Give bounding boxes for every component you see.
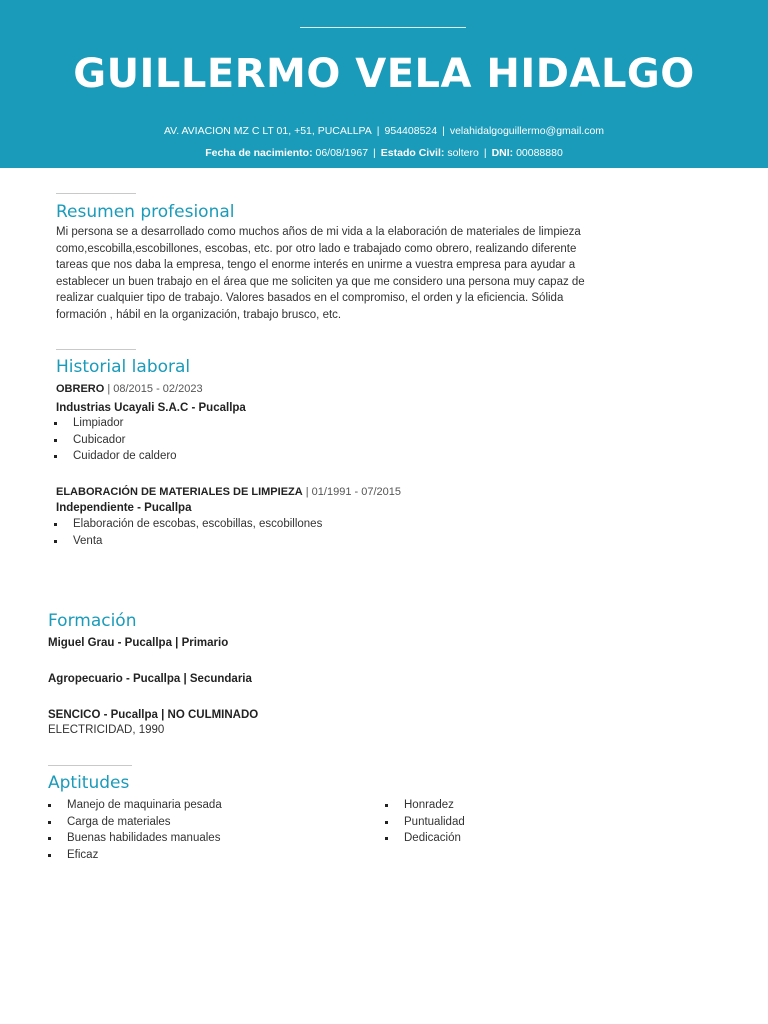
header-band <box>0 0 768 168</box>
summary-text <box>56 224 716 323</box>
separator: | <box>373 147 376 159</box>
job-task-list <box>52 516 322 549</box>
education-entry: Miguel Grau - Pucallpa | Primario <box>48 637 229 649</box>
education-entry: Agropecuario - Pucallpa | Secundaria <box>48 673 252 685</box>
summary-line: Mi persona se a desarrollado como muchos años de mi vida a la elaboración de materiales de limpieza <box>56 226 581 238</box>
candidate-name: GUILLERMO VELA HIDALGO <box>73 51 695 97</box>
section-divider <box>56 193 136 194</box>
job-title <box>56 382 203 397</box>
list-item: Honradez <box>383 797 465 814</box>
separator: | <box>442 125 445 137</box>
job-role: ELABORACIÓN DE MATERIALES DE LIMPIEZA <box>56 486 303 498</box>
job-task-list <box>52 415 177 465</box>
personal-info-line <box>0 146 768 160</box>
civil-label: Estado Civil: <box>380 147 445 159</box>
summary-line: formación , hábil en la organización, trabajo brusco, etc. <box>56 308 342 321</box>
summary-line: tareas que nos daba la empresa, tengo el enorme interés en unirme a vuestra empresa para ayudar a <box>56 259 576 271</box>
birth-label: Fecha de nacimiento: <box>205 147 313 159</box>
job-dates: | 08/2015 - 02/2023 <box>107 383 203 395</box>
phone: 954408524 <box>384 125 438 137</box>
section-divider <box>48 765 132 766</box>
address: AV. AVIACION MZ C LT 01, +51, PUCALLPA <box>163 125 372 137</box>
work-title: Historial laboral <box>56 357 191 377</box>
civil-value: soltero <box>447 147 479 159</box>
list-item: Eficaz <box>46 847 222 864</box>
list-item: Dedicación <box>383 830 465 847</box>
email: velahidalgoguillermo@gmail.com <box>449 125 605 137</box>
list-item: Limpiador <box>52 415 177 432</box>
job-company: Independiente - Pucallpa <box>56 502 192 514</box>
list-item: Puntualidad <box>383 814 465 831</box>
list-item: Carga de materiales <box>46 814 222 831</box>
summary-line: realizar cualquier tipo de trabajo. Valores basados en el compromiso, el orden y la eficiencia. Sólida <box>56 292 564 304</box>
list-item: Venta <box>52 533 322 550</box>
list-item: Cuidador de caldero <box>52 448 177 465</box>
list-item: Buenas habilidades manuales <box>46 830 222 847</box>
education-title: Formación <box>48 611 137 631</box>
job-company: Industrias Ucayali S.A.C - Pucallpa <box>56 402 246 414</box>
job-dates: | 01/1991 - 07/2015 <box>305 486 401 498</box>
skills-list-right <box>383 797 465 847</box>
skills-list-left <box>46 797 222 863</box>
summary-title: Resumen profesional <box>56 202 235 222</box>
separator: | <box>483 147 487 159</box>
education-detail: ELECTRICIDAD, 1990 <box>48 724 165 736</box>
summary-line: establecer un buen trabajo en el área que me soliciten ya que me considero una persona muy capaz de <box>56 275 585 288</box>
separator: | <box>376 125 380 137</box>
skills-title: Aptitudes <box>48 773 130 793</box>
dni-value: 00088880 <box>516 147 563 159</box>
birth-value: 06/08/1967 <box>315 147 369 159</box>
job-role: OBRERO <box>56 383 105 395</box>
list-item: Manejo de maquinaria pesada <box>46 797 222 814</box>
contact-line <box>0 124 768 138</box>
list-item: Cubicador <box>52 432 177 449</box>
list-item: Elaboración de escobas, escobillas, escobillones <box>52 516 322 533</box>
header-rule <box>300 27 466 28</box>
summary-line: como,escobilla,escobillones, escobas, etc. por otro lado e trabajado como obrero, realizando diferente <box>56 242 577 255</box>
education-entry: SENCICO - Pucallpa | NO CULMINADO <box>48 709 259 721</box>
dni-label: DNI: <box>491 147 514 159</box>
job-title <box>56 485 401 500</box>
section-divider <box>56 349 136 350</box>
